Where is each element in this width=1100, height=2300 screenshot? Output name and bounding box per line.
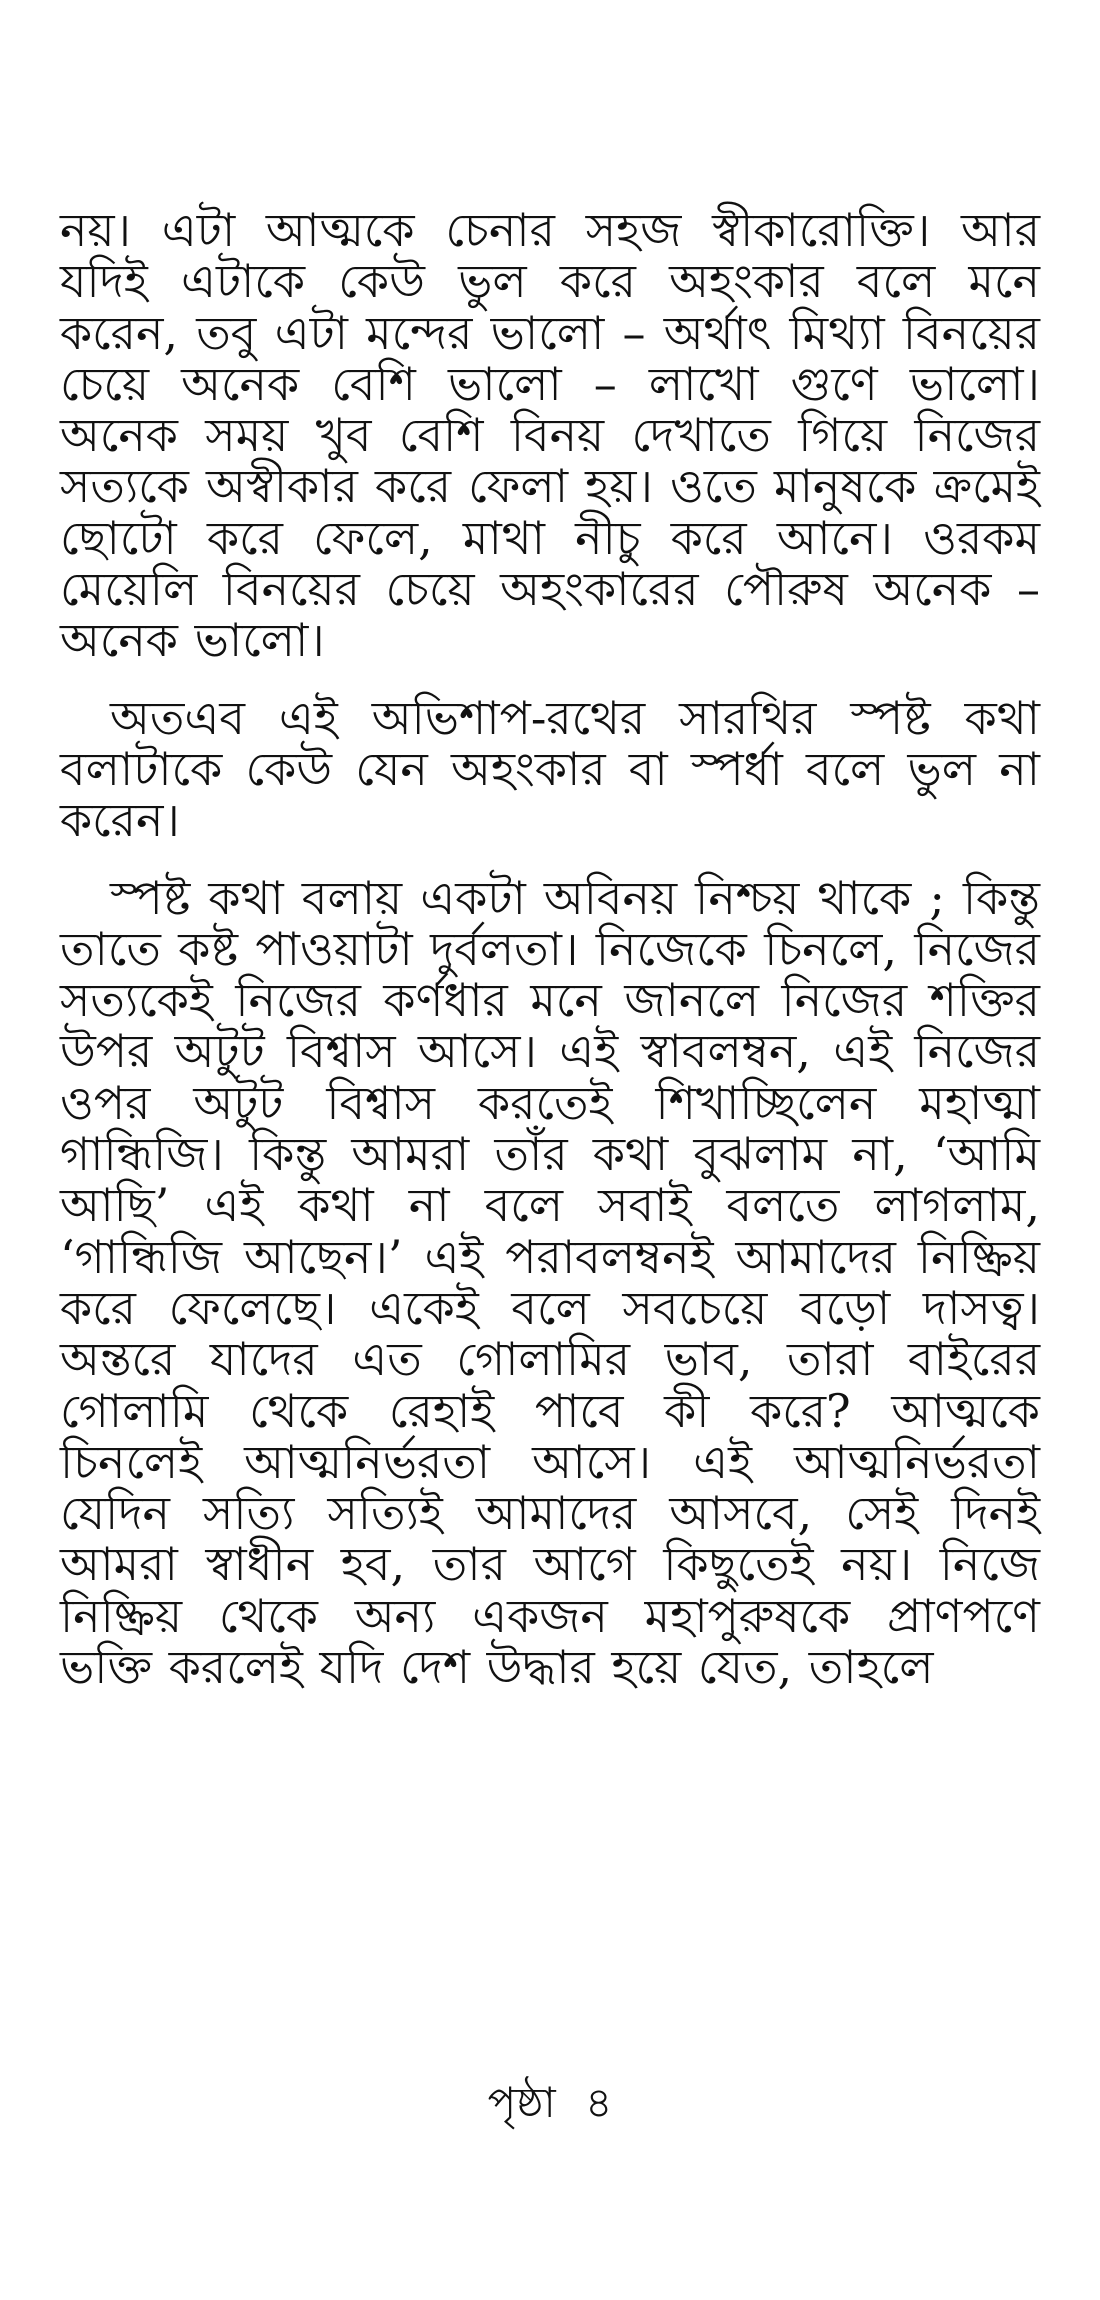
paragraph-2: অতএব এই অভিশাপ-রথের সারথির স্পষ্ট কথা বলাটাকে কেউ যেন অহংকার বা স্পর্ধা বলে ভুল না করেন। bbox=[60, 690, 1040, 848]
paragraph-3: স্পষ্ট কথা বলায় একটা অবিনয় নিশ্চয় থাকে ; কিন্তু তাতে কষ্ট পাওয়াটা দুর্বলতা। নিজেকে চিনলে, নিজের সত্যকেই নিজের কর্ণধার মনে জানলে নিজের শক্তির উপর অটুট বিশ্বাস আসে। এই স্বাবলম্বন, এই নিজের ওপর অটুট বিশ্বাস করতেই শিখাচ্ছিলেন মহাত্মা গান্ধিজি। কিন্তু আমরা তাঁর কথা বুঝলাম না, ‘আমি আছি’ এই কথা না বলে সবাই বলতে লাগলাম, ‘গান্ধিজি আছেন।’ এই পরাবলম্বনই আমাদের নিষ্ক্রিয় করে ফেলেছে। একেই বলে সবচেয়ে বড়ো দাসত্ব। অন্তরে যাদের এত গোলামির ভাব, তারা বাইরের গোলামি থেকে রেহাই পাবে কী করে? আত্মকে চিনলেই আত্মনির্ভরতা আসে। এই আত্মনির্ভরতা যেদিন সত্যি সত্যিই আমাদের আসবে, সেই দিনই আমরা স্বাধীন হব, তার আগে কিছুতেই নয়। নিজে নিষ্ক্রিয় থেকে অন্য একজন মহাপুরুষকে প্রাণপণে ভক্তি করলেই যদি দেশ উদ্ধার হয়ে যেত, তাহলে bbox=[60, 870, 1040, 1695]
page-label: পৃষ্ঠা bbox=[487, 2078, 556, 2127]
paragraph-1: নয়। এটা আত্মকে চেনার সহজ স্বীকারোক্তি। আর যদিই এটাকে কেউ ভুল করে অহংকার বলে মনে করেন, তবু এটা মন্দের ভালো – অর্থাৎ মিথ্যা বিনয়ের চেয়ে অনেক বেশি ভালো – লাখো গুণে ভালো। অনেক সময় খুব বেশি বিনয় দেখাতে গিয়ে নিজের সত্যকে অস্বীকার করে ফেলা হয়। ওতে মানুষকে ক্রমেই ছোটো করে ফেলে, মাথা নীচু করে আনে। ওরকম মেয়েলি বিনয়ের চেয়ে অহংকারের পৌরুষ অনেক – অনেক ভালো। bbox=[60, 203, 1040, 668]
page-footer bbox=[0, 2078, 1100, 2128]
body-text bbox=[60, 205, 1040, 1693]
page-number: ৪ bbox=[585, 2078, 613, 2127]
